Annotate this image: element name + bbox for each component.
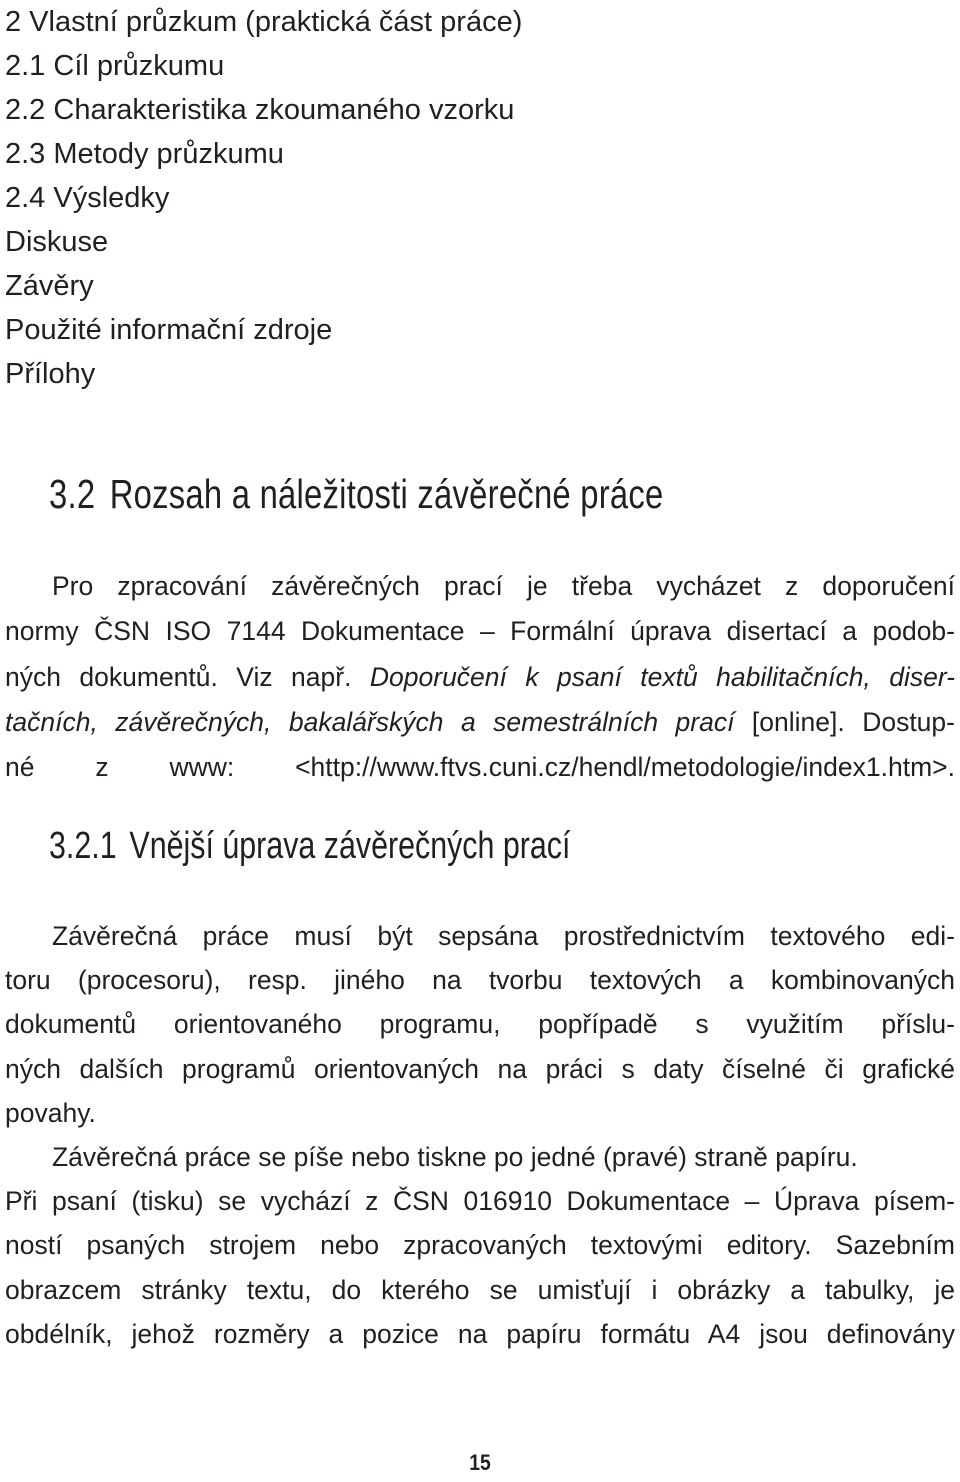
paragraph-line: Závěrečná práce se píše nebo tiskne po jedné (pravé) straně papíru. [52, 1142, 858, 1173]
paragraph-line: obrazcem stránky textu, do kterého se umisťují i obrázky a tabulky, je [5, 1274, 955, 1305]
toc-item: 2 Vlastní průzkum (praktická část práce) [5, 6, 523, 38]
section-paragraph [5, 564, 955, 790]
toc-item: Diskuse [5, 226, 109, 258]
paragraph-line: né z www: <http://www.ftvs.cuni.cz/hendl/metodologie/index1.htm>. [5, 752, 955, 783]
citation-title: Doporučení k psaní textů habilitačních, diser- [369, 661, 956, 692]
toc-item: 2.4 Výsledky [5, 182, 170, 214]
paragraph-line: obdélník, jehož rozměry a pozice na papíru formátu A4 jsou definovány [5, 1318, 955, 1349]
paragraph-line: Závěrečná práce musí být sepsána prostřednictvím textového edi- [52, 921, 955, 951]
paragraph-line: Při psaní (tisku) se vychází z ČSN 016910 Dokumentace – Úprava písem- [5, 1186, 955, 1217]
section-heading [49, 466, 664, 522]
section-number: 3.2 [49, 471, 96, 517]
toc-item: 2.1 Cíl průzkumu [5, 50, 225, 82]
table-of-contents [5, 0, 905, 396]
subsection-title: Vnější úprava závěrečných prací [129, 825, 571, 867]
toc-item: 2.3 Metody průzkumu [5, 138, 284, 170]
citation-title: tačních, závěrečných, bakalářských a semestrálních prací [5, 706, 735, 737]
line-text: ných dokumentů. Viz např. [5, 661, 370, 692]
paragraph-line: ností psaných strojem nebo zpracovaných textovými editory. Sazebním [5, 1230, 955, 1261]
paragraph-line: dokumentů orientovaného programu, popřípadě s využitím příslu- [5, 1009, 955, 1040]
line-text: [online]. Dostup- [734, 706, 955, 737]
subsection-number: 3.2.1 [49, 825, 117, 867]
paragraph-line: ných dalších programů orientovaných na práci s daty číselné či grafické [5, 1053, 955, 1084]
subsection-body [5, 914, 955, 1356]
section-title: Rozsah a náležitosti závěrečné práce [109, 471, 664, 517]
subsection-heading [49, 820, 570, 872]
toc-item: 2.2 Charakteristika zkoumaného vzorku [5, 94, 515, 126]
paragraph-line [5, 700, 955, 745]
paragraph-line: povahy. [5, 1097, 96, 1128]
page-number: 15 [469, 1450, 491, 1475]
toc-item: Závěry [5, 270, 94, 302]
toc-item: Přílohy [5, 358, 96, 390]
paragraph-line [5, 655, 955, 700]
toc-item: Použité informační zdroje [5, 314, 333, 346]
paragraph-line: Pro zpracování závěrečných prací je třeba vycházet z doporučení [52, 571, 955, 601]
paragraph-line: toru (procesoru), resp. jiného na tvorbu textových a kombinovaných [5, 965, 955, 996]
paragraph-line: normy ČSN ISO 7144 Dokumentace – Formální úprava disertací a podob- [5, 616, 955, 647]
